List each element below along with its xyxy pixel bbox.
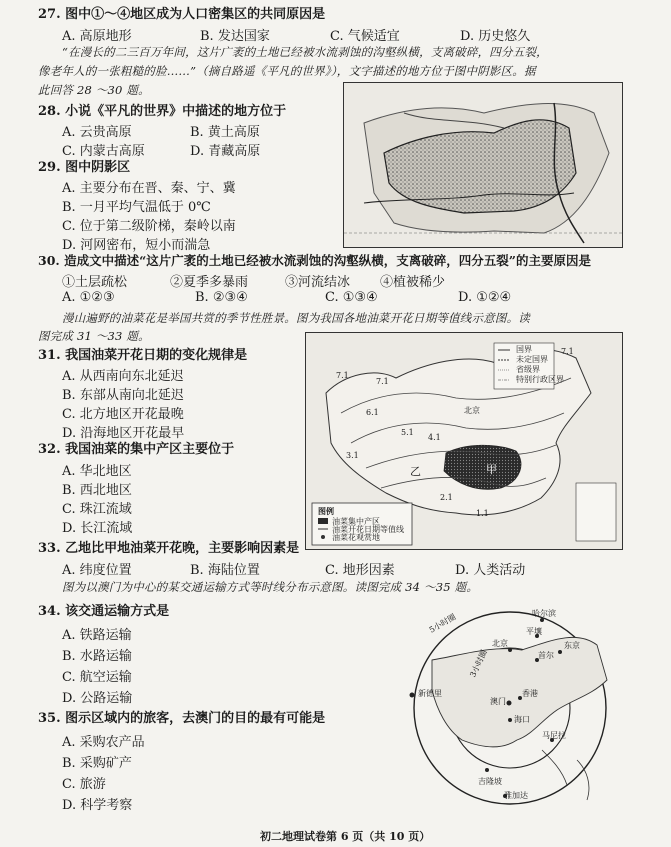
q33-option-b[interactable]: B. 海陆位置 <box>190 563 260 578</box>
passage1-line1: “在漫长的二三百万年间，这片广袤的土地已经被水流剥蚀的沟壑纵横，支离破碎，四分五裂， <box>62 45 548 59</box>
q28-option-a[interactable]: A. 云贵高原 <box>62 125 132 140</box>
q34-option-c[interactable]: C. 航空运输 <box>62 670 132 685</box>
isochrone-map-svg <box>392 600 632 810</box>
loess-plateau-map <box>343 82 623 248</box>
label-seoul: 首尔 <box>538 651 554 660</box>
rapeseed-map <box>305 332 623 550</box>
q35-option-d[interactable]: D. 科学考察 <box>62 798 133 813</box>
legend-title: 图例 <box>318 506 334 516</box>
label-macau: 澳门 <box>490 697 506 706</box>
q30-option-d[interactable]: D. ①②④ <box>458 290 512 305</box>
q34-option-b[interactable]: B. 水路运输 <box>62 649 132 664</box>
label-yi: 乙 <box>410 465 421 478</box>
label-61: 6.1 <box>366 408 379 417</box>
label-newdelhi: 新德里 <box>418 689 442 698</box>
q30-item-4: ④植被稀少 <box>380 275 446 290</box>
label-hongkong: 香港 <box>522 689 538 698</box>
legend-rape-area: 油菜集中产区 <box>332 517 380 526</box>
passage2-line1: 漫山遍野的油菜花是举国共赏的季节性胜景。图为我国各地油菜开花日期等值线示意图。读 <box>62 311 530 325</box>
q32-stem: 32. 我国油菜的集中产区主要位于 <box>38 442 235 457</box>
q31-stem: 31. 我国油菜开花日期的变化规律是 <box>38 348 248 363</box>
q30-item-3: ③河流结冰 <box>285 275 351 290</box>
q33-option-a[interactable]: A. 纬度位置 <box>62 563 132 578</box>
q31-option-a[interactable]: A. 从西南向东北延迟 <box>62 369 184 384</box>
passage3-line1: 图为以澳门为中心的某交通运输方式等时线分布示意图。读图完成 34 ～35 题。 <box>62 580 479 594</box>
label-beijing: 北京 <box>464 406 480 415</box>
q32-option-c[interactable]: C. 珠江流域 <box>62 502 132 517</box>
label-71-a: 7.1 <box>336 371 349 380</box>
q29-stem: 29. 图中阴影区 <box>38 160 131 175</box>
label-31: 3.1 <box>346 451 359 460</box>
legend-viewing-site: 油菜花观赏地 <box>332 533 380 542</box>
q28-option-c[interactable]: C. 内蒙古高原 <box>62 144 145 159</box>
q30-item-2: ②夏季多暴雨 <box>170 275 249 290</box>
q32-option-d[interactable]: D. 长江流域 <box>62 521 133 536</box>
label-haikou: 海口 <box>514 715 530 724</box>
q31-option-b[interactable]: B. 东部从南向北延迟 <box>62 388 184 403</box>
label-3h-ring: 3小时圈 <box>468 648 489 679</box>
q29-option-a[interactable]: A. 主要分布在晋、秦、宁、冀 <box>62 181 236 196</box>
label-manila: 马尼拉 <box>542 731 566 740</box>
isochrone-map <box>392 600 632 810</box>
label-21: 2.1 <box>440 493 453 502</box>
label-jakarta: 雅加达 <box>504 791 528 800</box>
q29-option-c[interactable]: C. 位于第二级阶梯，秦岭以南 <box>62 219 236 234</box>
legend-border-sar: 特别行政区界 <box>516 375 564 384</box>
label-tokyo: 东京 <box>564 641 580 650</box>
q32-option-a[interactable]: A. 华北地区 <box>62 464 132 479</box>
q33-option-d[interactable]: D. 人类活动 <box>455 563 526 578</box>
q34-option-d[interactable]: D. 公路运输 <box>62 691 133 706</box>
q28-option-b[interactable]: B. 黄土高原 <box>190 125 260 140</box>
q35-option-b[interactable]: B. 采购矿产 <box>62 756 132 771</box>
q30-option-c[interactable]: C. ①③④ <box>325 290 378 305</box>
label-51: 5.1 <box>401 428 414 437</box>
page-footer: 初二地理试卷第 6 页（共 10 页） <box>260 830 431 843</box>
q31-option-c[interactable]: C. 北方地区开花最晚 <box>62 407 184 422</box>
q27-option-a[interactable]: A. 高原地形 <box>62 29 132 44</box>
q27-option-b[interactable]: B. 发达国家 <box>200 29 270 44</box>
label-jia: 甲 <box>486 463 497 476</box>
q27-option-d[interactable]: D. 历史悠久 <box>460 29 531 44</box>
q27-option-c[interactable]: C. 气候适宜 <box>330 29 400 44</box>
passage1-line2: 像老年人的一张粗糙的脸……”（摘自路遥《平凡的世界》），文字描述的地方位于图中阴影区。据 <box>38 64 536 78</box>
passage2-line2: 图完成 31 ～33 题。 <box>38 329 150 343</box>
q34-option-a[interactable]: A. 铁路运输 <box>62 628 132 643</box>
q34-stem: 34. 该交通运输方式是 <box>38 604 170 619</box>
label-41: 4.1 <box>428 433 441 442</box>
q35-option-a[interactable]: A. 采购农产品 <box>62 735 145 750</box>
q31-option-d[interactable]: D. 沿海地区开花最早 <box>62 426 185 441</box>
q32-option-b[interactable]: B. 西北地区 <box>62 483 132 498</box>
q27-stem: 27. 图中①～④地区成为人口密集区的共同原因是 <box>38 7 326 22</box>
q30-option-b[interactable]: B. ②③④ <box>195 290 248 305</box>
q28-option-d[interactable]: D. 青藏高原 <box>190 144 261 159</box>
q30-item-1: ①土层疏松 <box>62 275 128 290</box>
label-harbin: 哈尔滨 <box>532 609 556 618</box>
q35-option-c[interactable]: C. 旅游 <box>62 777 106 792</box>
q33-stem: 33. 乙地比甲地油菜开花晚，主要影响因素是 <box>38 541 300 556</box>
q30-stem: 30. 造成文中描述“这片广袤的土地已经被水流剥蚀的沟壑纵横，支离破碎，四分五裂”的主要原因是 <box>38 253 591 268</box>
label-beijing-3: 北京 <box>492 639 508 648</box>
legend-border-undetermined: 未定国界 <box>516 355 548 364</box>
q33-option-c[interactable]: C. 地形因素 <box>325 563 395 578</box>
legend-isoline: 油菜开花日期等值线 <box>332 525 404 534</box>
label-71-c: 7.1 <box>376 377 389 386</box>
label-71-b: 7.1 <box>561 347 574 356</box>
legend-border-provincial: 省级界 <box>516 365 540 374</box>
loess-plateau-map-svg <box>344 83 622 247</box>
q35-stem: 35. 图示区域内的旅客，去澳门的目的最有可能是 <box>38 711 326 726</box>
label-5h-ring: 5小时圈 <box>427 612 458 635</box>
q28-stem: 28. 小说《平凡的世界》中描述的地方位于 <box>38 104 287 119</box>
q29-option-d[interactable]: D. 河网密布，短小而湍急 <box>62 238 211 253</box>
q29-option-b[interactable]: B. 一月平均气温低于 0℃ <box>62 200 211 215</box>
passage1-line3: 此回答 28 ～30 题。 <box>38 83 150 97</box>
label-11: 1.1 <box>476 509 489 518</box>
legend-border-national: 国界 <box>516 345 532 354</box>
q30-option-a[interactable]: A. ①②③ <box>62 290 115 305</box>
label-kuala: 吉隆坡 <box>478 777 502 786</box>
label-pyongyang: 平壤 <box>526 627 542 636</box>
